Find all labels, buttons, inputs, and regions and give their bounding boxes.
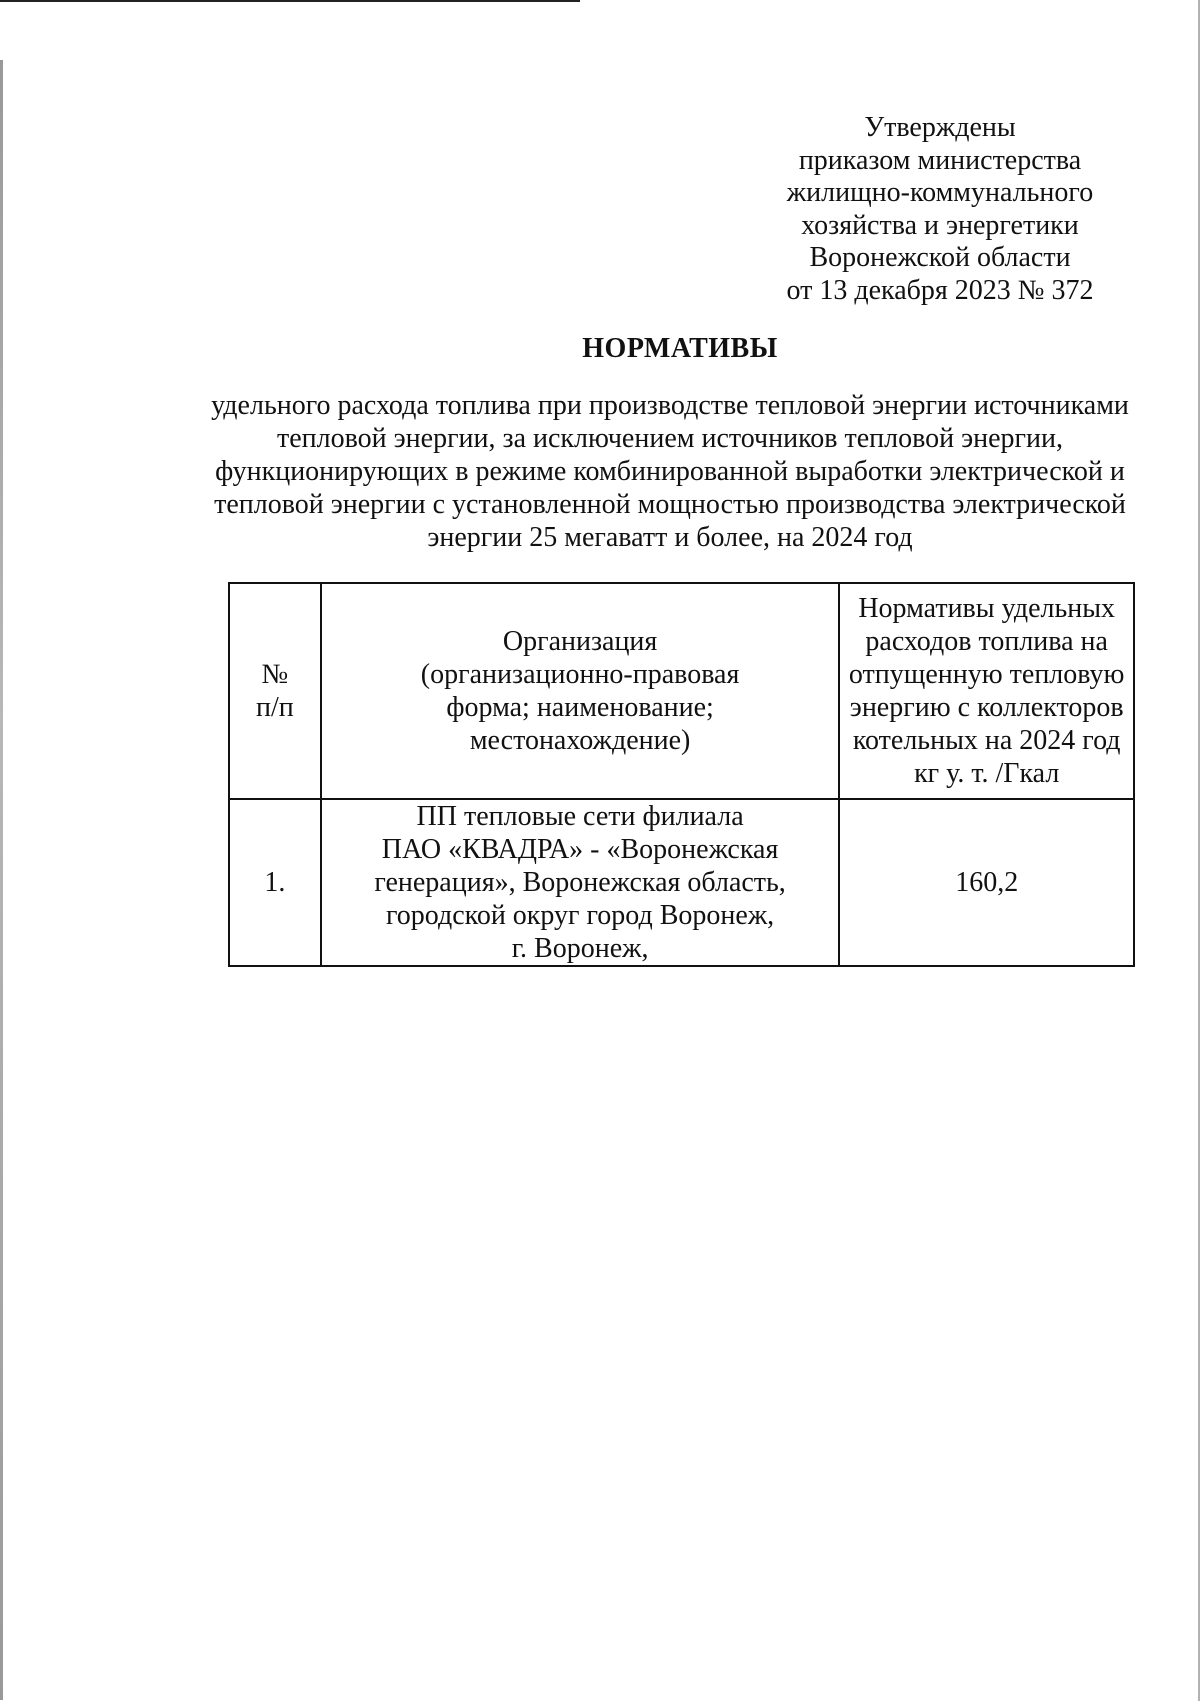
approval-line: от 13 декабря 2023 № 372 [786, 274, 1094, 306]
table-header-row [229, 583, 1134, 799]
approval-line: Утверждены [864, 112, 1016, 143]
header-organization-line: форма; наименование; [446, 692, 714, 723]
row-organization-line: генерация», Воронежская область, [374, 867, 786, 898]
row-organization-line: г. Воронеж, [511, 933, 649, 964]
table-row [229, 799, 1134, 966]
subtitle-line: энергии 25 мегаватт и более, на 2024 год [427, 522, 913, 553]
approval-line: Воронежской области [809, 242, 1071, 273]
header-norm-line: энергию с коллекторов [849, 692, 1124, 723]
approval-line: жилищно-коммунального [786, 177, 1094, 208]
norms-table [228, 582, 1135, 967]
header-norm-line: расходов топлива на [865, 626, 1108, 657]
row-organization-line: ПП тепловые сети филиала [416, 801, 744, 832]
row-organization [321, 799, 840, 966]
header-norm-line: котельных на 2024 год [852, 725, 1121, 756]
approval-block [770, 112, 1110, 307]
document-subtitle [190, 389, 1150, 554]
header-organization [321, 583, 840, 799]
scan-edge-left [0, 60, 3, 1700]
header-number-line: № [261, 659, 289, 690]
header-number-line: п/п [256, 692, 294, 723]
row-organization-line: ПАО «КВАДРА» - «Воронежская [381, 834, 779, 865]
subtitle-line: функционирующих в режиме комбинированной выработки электрической и [215, 456, 1125, 487]
header-number [229, 583, 321, 799]
approval-line: приказом министерства [798, 144, 1082, 176]
header-norm-line: кг у. т. /Гкал [914, 758, 1060, 789]
row-norm-value: 160,2 [839, 799, 1134, 966]
subtitle-line: удельного расхода топлива при производстве тепловой энергии источниками [211, 390, 1129, 421]
row-organization-line: городской округ город Воронеж, [385, 900, 775, 931]
subtitle-line: тепловой энергии с установленной мощностью производства электрической [214, 489, 1126, 520]
header-norm-line: отпущенную тепловую [848, 659, 1125, 690]
header-organization-line: Организация [502, 626, 658, 657]
document-title: НОРМАТИВЫ [582, 333, 778, 364]
header-organization-line: (организационно-правовая [420, 659, 740, 690]
header-norm [839, 583, 1134, 799]
approval-line: хозяйства и энергетики [801, 209, 1079, 241]
header-norm-line: Нормативы удельных [858, 593, 1116, 624]
header-organization-line: местонахождение) [469, 725, 691, 756]
scan-edge-top [0, 0, 580, 2]
subtitle-line: тепловой энергии, за исключением источников тепловой энергии, [277, 423, 1063, 454]
row-number: 1. [229, 799, 321, 966]
